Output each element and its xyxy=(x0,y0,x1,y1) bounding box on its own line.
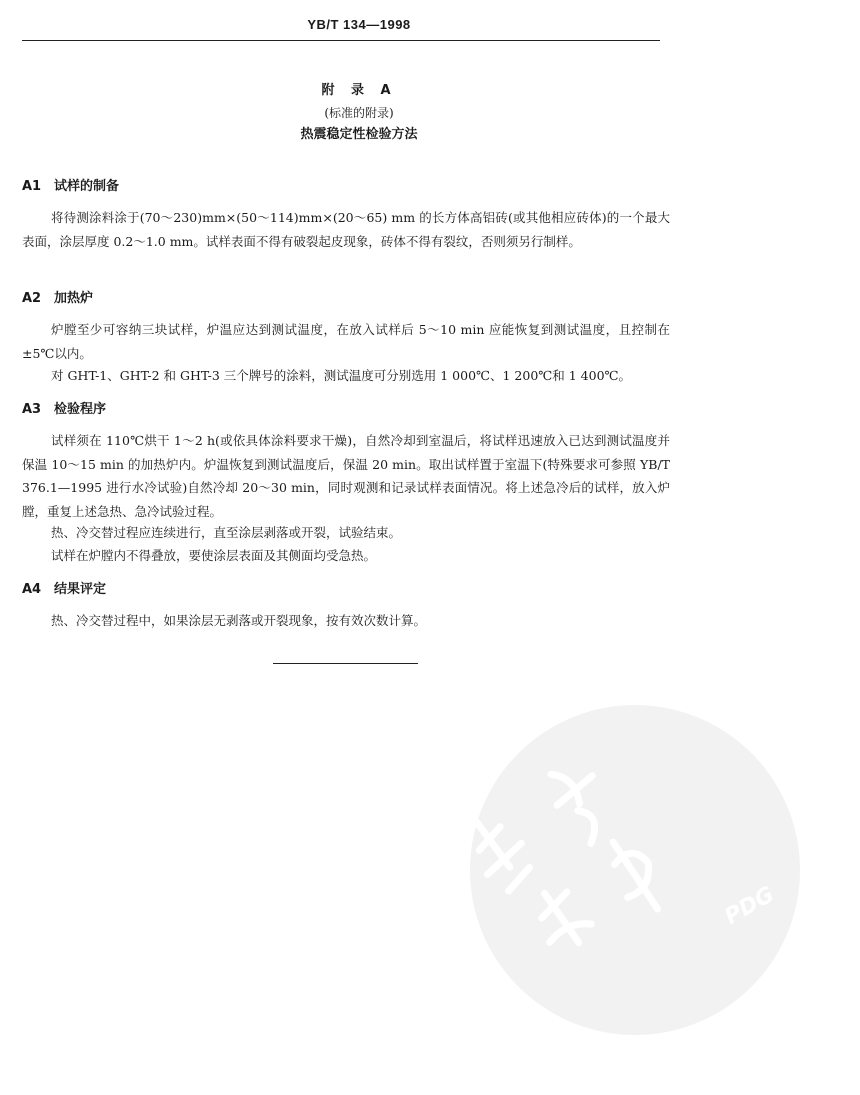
section-number: A1 xyxy=(22,179,42,194)
section-heading-a4 xyxy=(22,581,106,599)
watermark-graphic xyxy=(410,645,860,1095)
watermark-seal xyxy=(410,645,860,1095)
section-title: 试样的制备 xyxy=(54,179,120,194)
section-heading-a2 xyxy=(22,290,93,308)
section-title: 加热炉 xyxy=(54,291,94,306)
section-number: A4 xyxy=(22,582,42,597)
section-heading-a1 xyxy=(22,178,119,196)
watermark-strokes xyxy=(460,754,671,974)
section-number: A2 xyxy=(22,291,42,306)
standard-number-header: YB/T 134—1998 xyxy=(307,17,411,32)
section-title: 结果评定 xyxy=(54,582,107,597)
paragraph-a2-1: 炉膛至少可容纳三块试样，炉温应达到测试温度，在放入试样后 5～10 min 应能恢复到测试温度，且控制在±5℃以内。 xyxy=(22,322,670,361)
paragraph-a2-2: 对 GHT-1、GHT-2 和 GHT-3 三个牌号的涂料，测试温度可分别选用 1 000℃、1 200℃和 1 400℃。 xyxy=(51,368,632,383)
section-title: 检验程序 xyxy=(54,402,107,417)
header-rule xyxy=(22,40,660,41)
appendix-label: 附 录 A xyxy=(321,83,397,98)
end-rule xyxy=(273,663,418,664)
paragraph-a3-3: 试样在炉膛内不得叠放，要使涂层表面及其侧面均受急热。 xyxy=(51,548,377,563)
section-heading-a3 xyxy=(22,401,106,419)
paragraph-a4-1: 热、冷交替过程中，如果涂层无剥落或开裂现象，按有效次数计算。 xyxy=(51,613,427,628)
section-number: A3 xyxy=(22,402,42,417)
appendix-note: (标准的附录) xyxy=(324,106,394,120)
paragraph-a3-2: 热、冷交替过程应连续进行，直至涂层剥落或开裂，试验结束。 xyxy=(51,525,402,540)
appendix-title: 热震稳定性检验方法 xyxy=(300,127,418,142)
watermark-tag: PDG xyxy=(720,882,779,930)
appendix-title-block xyxy=(0,82,718,144)
paragraph-a1-1: 将待测涂料涂于(70～230)mm×(50～114)mm×(20～65) mm 的长方体高铝砖(或其他相应砖体)的一个最大表面，涂层厚度 0.2～1.0 mm。试样表面不得有破裂起皮现象，砖体不得有裂纹，否则须另行制样。 xyxy=(22,210,670,249)
paragraph-a3-1: 试样须在 110℃烘干 1～2 h(或依具体涂料要求干燥)，自然冷却到室温后，将试样迅速放入已达到测试温度并保温 10～15 min 的加热炉内。炉温恢复到测试温度后，保温 20 min。取出试样置于室温下(特殊要求可参照 YB/T 376.1—1995 进行水冷试验)自然冷却 20～30 min，同时观测和记录试样表面情况。将上述急冷后的试样，放入炉膛，重复上述急热、急冷试验过程。 xyxy=(22,433,670,519)
